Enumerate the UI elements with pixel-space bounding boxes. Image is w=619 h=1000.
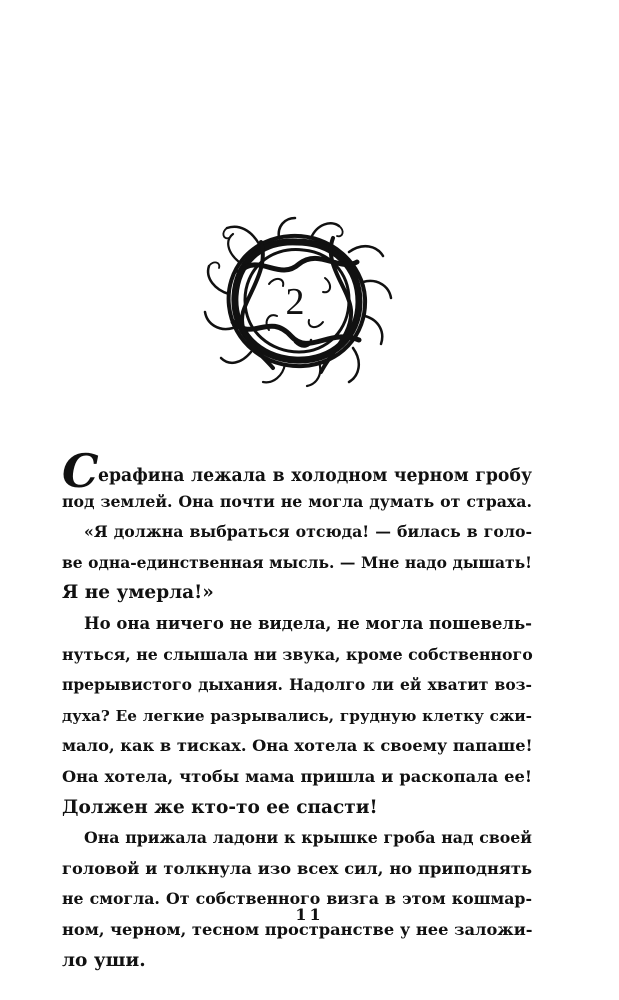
text-line: мало, как в тисках. Она хотела к своему папаше! [62,736,533,756]
chapter-number: 2 [285,281,305,323]
text-line: ве одна-единственная мысль. — Мне надо дышать! [62,552,532,572]
text-line: головой и толкнула изо всех сил, но приподнять [62,858,532,878]
text-line: прерывистого дыхания. Надолго ли ей хватит воз- [62,675,532,695]
page-number: 11 [295,905,324,924]
text-line-content: ерафина лежала в холодном черном гробу [98,466,532,486]
text-line: духа? Ее легкие разрывались, грудную клетку сжи- [62,706,532,725]
text-line: Она хотела, чтобы мама пришла и раскопала ее! [62,766,532,786]
text-line: Она прижала ладони к крышке гроба над своей [84,828,532,848]
text-line: под землей. Она почти не могла думать от страха. [62,491,532,511]
text-line: нуться, не слышала ни звука, кроме собственного [62,644,533,664]
text-line: Я не умерла!» [62,582,214,604]
chapter-ornament [199,212,395,388]
drop-cap: С [62,444,99,498]
chapter-text [62,444,533,976]
text-line: не смогла. От собственного визга в этом кошмар- [62,889,532,909]
text-line: ном, черном, тесном пространстве у нее заложи- [62,919,533,939]
text-line: Но она ничего не видела, не могла пошевель- [84,613,532,633]
text-line [62,444,532,498]
text-line: «Я должна выбраться отсюда! — билась в голо- [84,522,532,542]
text-line: ло уши. [62,949,146,971]
text-line: Должен же кто-то ее спасти! [62,796,378,818]
